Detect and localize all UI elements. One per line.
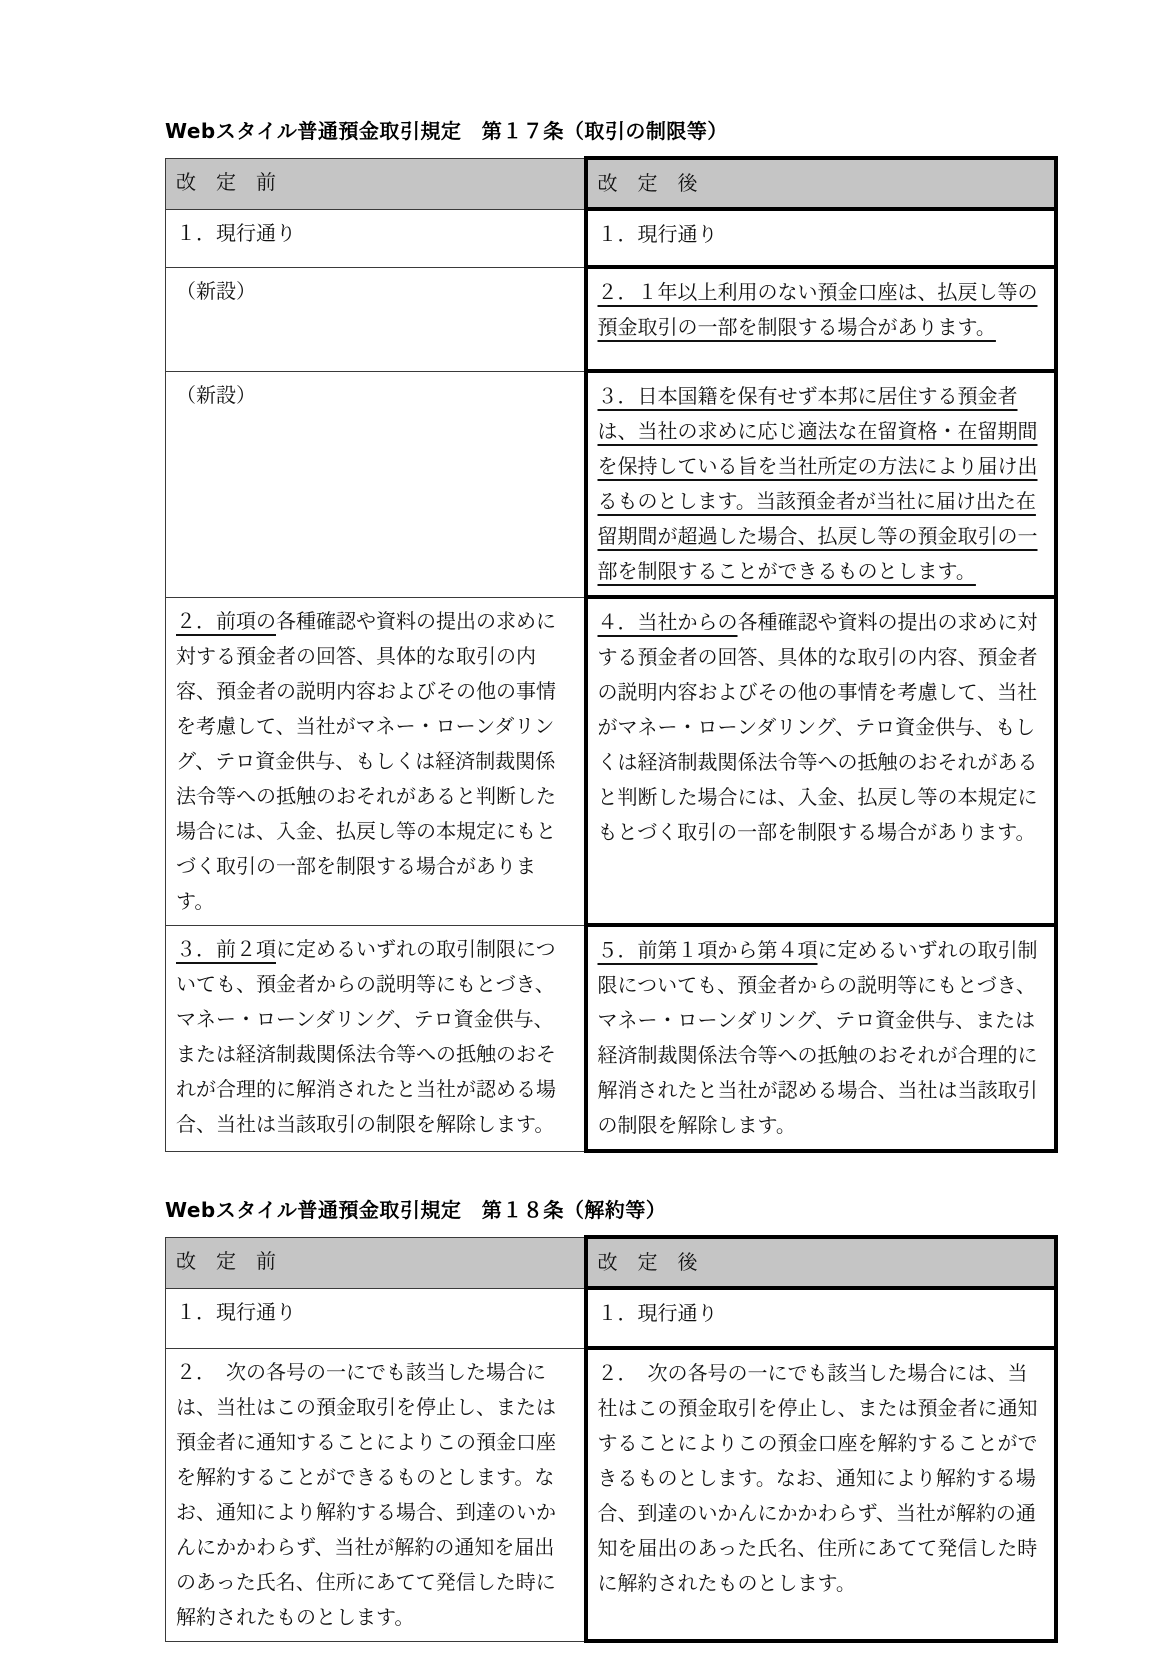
clause-text: １．現行通り [597, 222, 718, 246]
table-row [166, 1288, 1056, 1348]
clause-text: 各種確認や資料の提出の求めに対する預金者の回答、具体的な取引の内容、預金者の説明内容およびその他の事情を考慮して、当社がマネー・ローンダリング、テロ資金供与、もしくは経済制裁関係法令等への抵触のおそれがあると判断した場合には、入金、払戻し等の本規定にもとづく取引の一部を制限する場合があります。 [597, 610, 1038, 844]
column-header-after-revision: 改 定 後 [586, 1237, 1056, 1288]
clause-text: １．現行通り [176, 220, 296, 245]
section-18-title: Webスタイル普通預金取引規定 第１８条（解約等） [165, 1198, 667, 1222]
clause-lead-underlined: ５．前第１項から第４項 [597, 938, 818, 962]
clause-text: １．現行通り [597, 1301, 718, 1325]
table-header-row [166, 1237, 1056, 1288]
table-row [166, 371, 1056, 597]
clause-text: （新設） [176, 278, 256, 303]
clause-text: ２． 次の各号の一にでも該当した場合には、当社はこの預金取引を停止し、または預金者に通知することによりこの預金口座を解約することができるものとします。なお、通知により解約する場合、到達のいかんにかかわらず、当社が解約の通知を届出のあった氏名、住所にあてて発信した時に解約されたものとします。 [597, 1361, 1038, 1595]
clause-text: １．現行通り [176, 1299, 296, 1324]
clause-text: （新設） [176, 382, 256, 407]
comparison-table-article-18 [165, 1235, 1058, 1643]
cell-after-clause-3 [586, 371, 1056, 597]
column-header-before-revision: 改 定 前 [166, 158, 586, 209]
cell-after-clause-1 [586, 1288, 1056, 1348]
clause-text: 各種確認や資料の提出の求めに対する預金者の回答、具体的な取引の内容、預金者の説明内容およびその他の事情を考慮して、当社がマネー・ローンダリング、テロ資金供与、もしくは経済制裁関係法令等への抵触のおそれがあると判断した場合には、入金、払戻し等の本規定にもとづく取引の一部を制限する場合があります。 [176, 608, 556, 913]
clause-text-underlined: ２．１年以上利用のない預金口座は、払戻し等の預金取引の一部を制限する場合があります。 [597, 280, 1038, 339]
cell-after-clause-5 [586, 925, 1056, 1151]
cell-before-clause-3 [166, 371, 586, 597]
table-row [166, 597, 1056, 925]
cell-after-clause-1 [586, 209, 1056, 267]
column-header-before-revision: 改 定 前 [166, 1237, 586, 1288]
clause-lead-underlined: ３．前２項 [176, 936, 276, 961]
cell-before-clause-1 [166, 209, 586, 267]
cell-after-clause-2 [586, 1348, 1056, 1641]
table-row [166, 209, 1056, 267]
cell-after-clause-4 [586, 597, 1056, 925]
clause-text: ２． 次の各号の一にでも該当した場合には、当社はこの預金取引を停止し、または預金者に通知することによりこの預金口座を解約することができるものとします。なお、通知により解約する場合、到達のいかんにかかわらず、当社が解約の通知を届出のあった氏名、住所にあてて発信した時に解約されたものとします。 [176, 1359, 556, 1629]
table-header-row [166, 158, 1056, 209]
clause-text-underlined: ３．日本国籍を保有せず本邦に居住する預金者は、当社の求めに応じ適法な在留資格・在留期間を保持している旨を当社所定の方法により届け出るものとします。当該預金者が当社に届け出た在留期間が超過した場合、払戻し等の預金取引の一部を制限することができるものとします。 [597, 384, 1038, 583]
cell-before-clause-1 [166, 1288, 586, 1348]
table-row [166, 267, 1056, 371]
cell-before-clause-5 [166, 925, 586, 1151]
clause-text: に定めるいずれの取引制限についても、預金者からの説明等にもとづき、マネー・ローンダリング、テロ資金供与、または経済制裁関係法令等への抵触のおそれが合理的に解消されたと当社が認める場合、当社は当該取引の制限を解除します。 [176, 936, 556, 1136]
clause-text: に定めるいずれの取引制限についても、預金者からの説明等にもとづき、マネー・ローンダリング、テロ資金供与、または経済制裁関係法令等への抵触のおそれが合理的に解消されたと当社が認める場合、当社は当該取引の制限を解除します。 [597, 938, 1038, 1137]
comparison-table-article-17 [165, 156, 1058, 1153]
cell-before-clause-2 [166, 1348, 586, 1641]
cell-before-clause-2 [166, 267, 586, 371]
table-row [166, 1348, 1056, 1641]
clause-lead-underlined: ２．前項の [176, 608, 276, 633]
clause-lead-underlined: ４．当社からの [597, 610, 738, 634]
section-article-17 [165, 119, 1055, 1153]
cell-before-clause-4 [166, 597, 586, 925]
cell-after-clause-2 [586, 267, 1056, 371]
column-header-after-revision: 改 定 後 [586, 158, 1056, 209]
table-row [166, 925, 1056, 1151]
section-17-title: Webスタイル普通預金取引規定 第１７条（取引の制限等） [165, 119, 728, 143]
section-article-18 [165, 1198, 1055, 1643]
